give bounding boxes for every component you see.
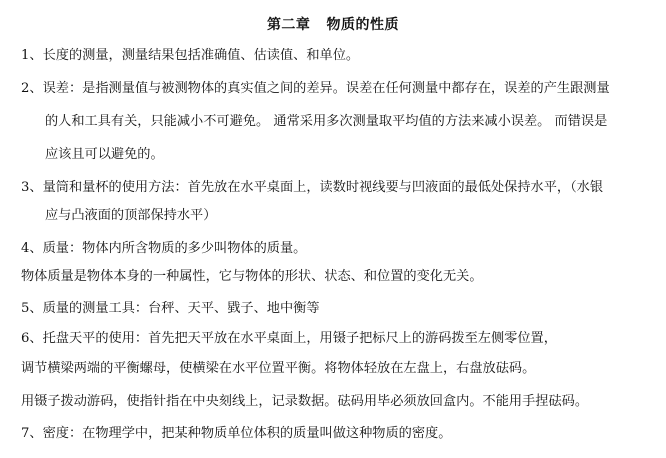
text-line-4: 应该且可以避免的。 bbox=[45, 147, 164, 162]
text-line-2: 2、误差：是指测量值与被测物体的真实值之间的差异。误差在任何测量中都存在，误差的产生跟测量 bbox=[21, 81, 610, 96]
text-line-10: 6、托盘天平的使用：首先把天平放在水平桌面上，用镊子把标尺上的游码拨至左侧零位置， bbox=[21, 331, 557, 346]
text-line-1: 1、长度的测量，测量结果包括准确值、估读值、和单位。 bbox=[21, 48, 360, 63]
text-line-5: 3、量筒和量杯的使用方法：首先放在水平桌面上，读数时视线要与凹液面的最低处保持水平，（水银 bbox=[21, 180, 604, 195]
text-line-6: 应与凸液面的顶部保持水平） bbox=[45, 208, 217, 223]
text-line-9: 5、质量的测量工具：台秤、天平、戥子、地中衡等 bbox=[21, 301, 320, 316]
text-line-8: 物体质量是物体本身的一种属性，它与物体的形状、状态、和位置的变化无关。 bbox=[21, 269, 483, 284]
text-line-12: 用镊子拨动游码，使指针指在中央刻线上，记录数据。砝码用毕必须放回盒内。不能用手捏砝码。 bbox=[21, 394, 589, 409]
chapter-title: 第二章 物质的性质 bbox=[266, 17, 400, 33]
text-line-7: 4、质量：物体内所含物质的多少叫物体的质量。 bbox=[21, 241, 307, 256]
text-line-11: 调节横梁两端的平衡螺母，使横梁在水平位置平衡。将物体轻放在左盘上，右盘放砝码。 bbox=[21, 361, 536, 376]
text-line-3: 的人和工具有关，只能减小不可避免。 通常采用多次测量取平均值的方法来减小误差。 而错误是 bbox=[45, 114, 608, 129]
text-line-13: 7、密度：在物理学中，把某种物质单位体积的质量叫做这种物质的密度。 bbox=[21, 426, 452, 441]
